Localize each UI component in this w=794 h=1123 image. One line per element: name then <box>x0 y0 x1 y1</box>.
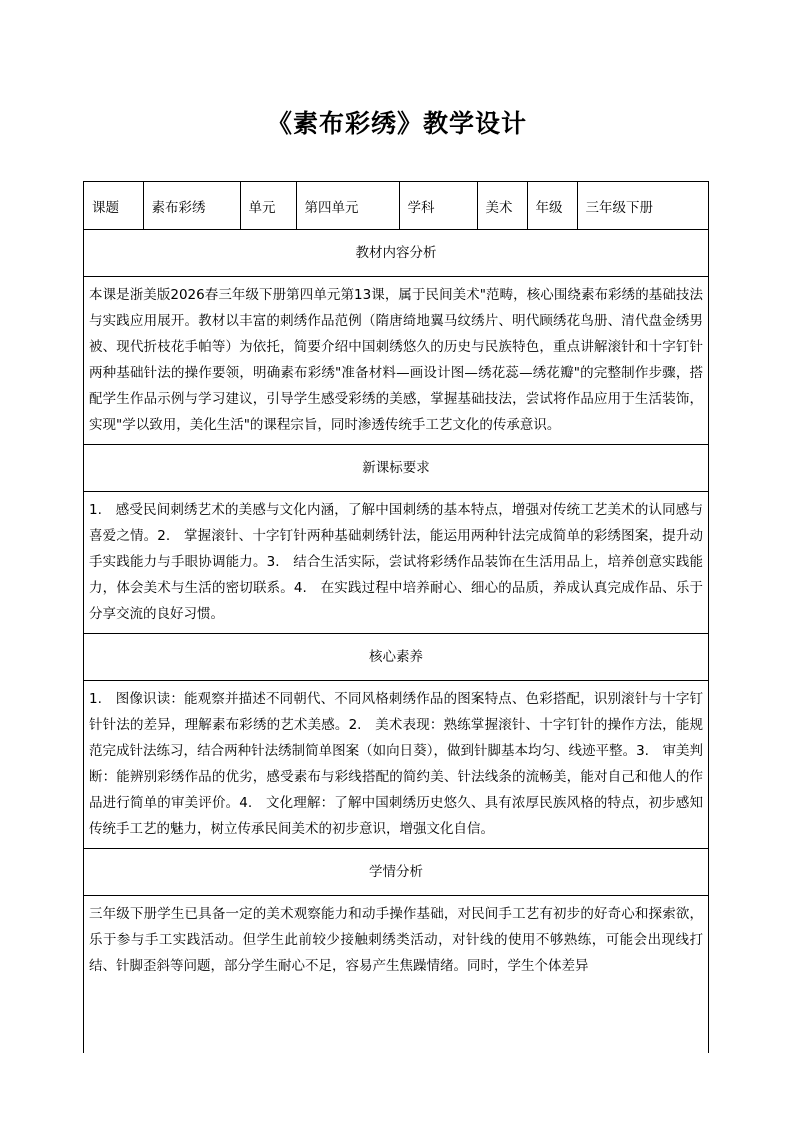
unit-value: 第四单元 <box>296 182 399 229</box>
section-body-learner-analysis: 三年级下册学生已具备一定的美术观察能力和动手操作基础，对民间手工艺有初步的好奇心和探索欲，乐于参与手工实践活动。但学生此前较少接触刺绣类活动，对针线的使用不够熟练，可能会出现线打结、针脚歪斜等问题，部分学生耐心不足，容易产生焦躁情绪。同时，学生个体差异 <box>84 895 708 985</box>
section-body-core-literacy: 1. 图像识读：能观察并描述不同朝代、不同风格刺绣作品的图案特点、色彩搭配，识别滚针与十字钉针针法的差异，理解素布彩绣的艺术美感。2. 美术表现：熟练掌握滚针、十字钉针的操作方法，能规范完成针法练习，结合两种针法绣制简单图案（如向日葵），做到针脚基本均匀、线迹平整。3. 审美判断：能辨别彩绣作品的优劣，感受素布与彩线搭配的简约美、针法线条的流畅美，能对自己和他人的作品进行简单的审美评价。4. 文化理解：了解中国刺绣历史悠久、具有浓厚民族风格的特点，初步感知传统手工艺的魅力，树立传承民间美术的初步意识，增强文化自信。 <box>84 680 708 848</box>
unit-label: 单元 <box>240 182 296 229</box>
section-heading-textbook-analysis: 教材内容分析 <box>84 229 708 276</box>
info-row <box>84 182 709 229</box>
section-heading-core-literacy: 核心素养 <box>84 633 708 680</box>
section-body-curriculum-standards: 1. 感受民间刺绣艺术的美感与文化内涵，了解中国刺绣的基本特点，增强对传统工艺美术的认同感与喜爱之情。2. 掌握滚针、十字钉针两种基础刺绣针法，能运用两种针法完成简单的彩绣图案，提升动手实践能力与手眼协调能力。3. 结合生活实际，尝试将彩绣作品装饰在生活用品上，培养创意实践能力，体会美术与生活的密切联系。4. 在实践过程中培养耐心、细心的品质，养成认真完成作品、乐于分享交流的良好习惯。 <box>84 491 708 633</box>
topic-value: 素布彩绣 <box>143 182 240 229</box>
section-heading-learner-analysis: 学情分析 <box>84 848 708 895</box>
subject-value: 美术 <box>477 182 527 229</box>
grade-label: 年级 <box>527 182 577 229</box>
page-title: 《素布彩绣》教学设计 <box>266 109 527 138</box>
section-body-textbook-analysis: 本课是浙美版2026春三年级下册第四单元第13课，属于民间美术"范畴，核心围绕素布彩绣的基础技法与实践应用展开。教材以丰富的刺绣作品范例（隋唐绮地翼马纹绣片、明代顾绣花鸟册、清代盘金绣男被、现代折枝花手帕等）为依托，简要介绍中国刺绣悠久的历史与民族特色，重点讲解滚针和十字钉针两种基础针法的操作要领，明确素布彩绣"准备材料—画设计图—绣花蕊—绣花瓣"的完整制作步骤，搭配学生作品示例与学习建议，引导学生感受彩绣的美感，掌握基础技法，尝试将作品应用于生活装饰，实现"学以致用，美化生活"的课程宗旨，同时渗透传统手工艺文化的传承意识。 <box>84 276 708 444</box>
lesson-plan-table <box>83 181 709 1053</box>
section-heading-curriculum-standards: 新课标要求 <box>84 444 708 491</box>
subject-label: 学科 <box>399 182 477 229</box>
topic-label: 课题 <box>84 182 143 229</box>
grade-value: 三年级下册 <box>585 199 653 216</box>
